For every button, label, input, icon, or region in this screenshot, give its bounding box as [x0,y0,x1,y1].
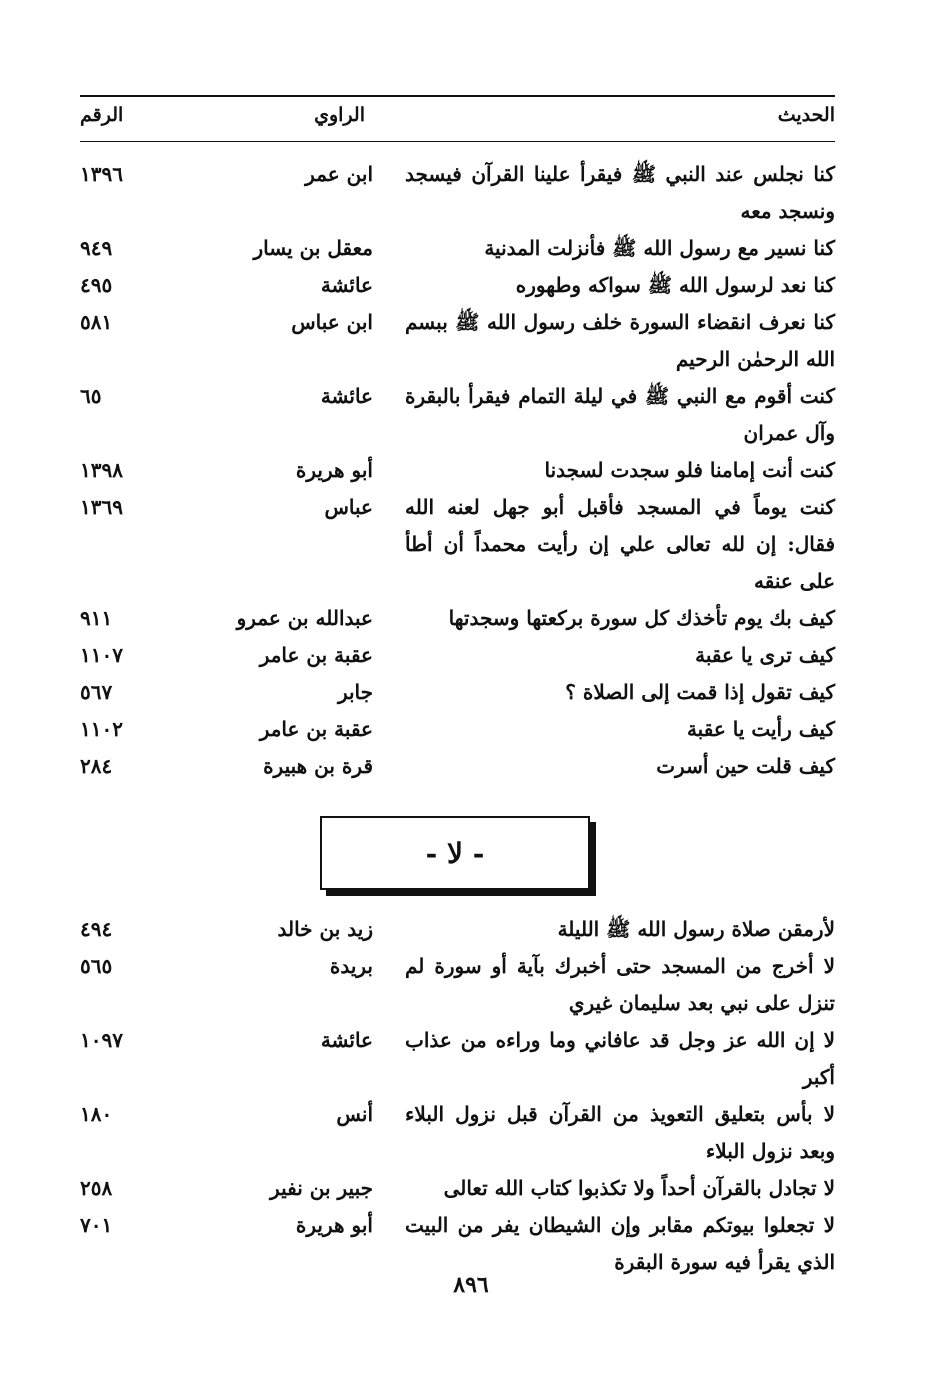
hadith-text: كيف رأيت يا عقبة [686,717,835,741]
table-row [80,1170,835,1207]
hadith-text: كنا نعرف انقضاء السورة خلف رسول الله ﷺ ببسم الله الرحمٰن الرحيم [405,310,835,371]
table-row [80,600,835,637]
table-row [80,1207,835,1281]
hadith-number: ١٣٩٨ [80,458,123,482]
hadith-text: لا تجعلوا بيوتكم مقابر وإن الشيطان يفر من البيت الذي يقرأ فيه سورة البقرة [405,1213,835,1274]
rawi-name: أنس [336,1102,373,1126]
hadith-number: ١٣٩٦ [80,162,123,186]
hadith-number: ٦٥ [80,384,102,408]
header-hadith-label: الحديث [777,104,835,126]
rawi-name: عقبة بن عامر [259,643,373,667]
hadith-text: لا أخرج من المسجد حتى أخبرك بآية أو سورة لم تنزل على نبي بعد سليمان غيري [405,954,835,1015]
rawi-name: عائشة [320,384,373,408]
table-row [80,267,835,304]
rawi-name: قرة بن هبيرة [263,754,373,778]
hadith-number: ٢٨٤ [80,754,113,778]
rawi-name: عائشة [320,1028,373,1052]
rawi-name: عقبة بن عامر [259,717,373,741]
hadith-text: كيف ترى يا عقبة [695,643,835,667]
hadith-text: كيف تقول إذا قمت إلى الصلاة ؟ [565,680,835,704]
hadith-text: لا إن الله عز وجل قد عافاني وما وراءه من عذاب أكبر [405,1028,835,1089]
hadith-text: كيف بك يوم تأخذك كل سورة بركعتها وسجدتها [448,606,835,630]
table-row [80,230,835,267]
hadith-text: لا تجادل بالقرآن أحداً ولا تكذبوا كتاب الله تعالى [443,1176,835,1200]
hadith-number: ٧٠١ [80,1213,113,1237]
header-number-label: الرقم [80,104,124,126]
section-heading: - لا - [425,836,485,870]
hadith-text: كنا نعد لرسول الله ﷺ سواكه وطهوره [515,273,835,297]
hadith-list-kaf [80,156,835,785]
rawi-name: عائشة [320,273,373,297]
header-rawi-label: الراوي [314,104,365,126]
hadith-text: كنت أنت إمامنا فلو سجدت لسجدنا [544,458,835,482]
hadith-number: ٩٤٩ [80,236,113,260]
hadith-number: ٥٨١ [80,310,113,334]
rawi-name: ابن عباس [291,310,373,334]
rawi-name: أبو هريرة [295,1213,373,1237]
hadith-number: ١١٠٢ [80,717,123,741]
section-heading-box [320,816,590,890]
hadith-list-lam [80,911,835,1281]
table-row [80,489,835,600]
hadith-number: ١٨٠ [80,1102,113,1126]
table-row [80,674,835,711]
rawi-name: معقل بن يسار [253,236,373,260]
hadith-number: ٩١١ [80,606,113,630]
hadith-number: ٤٩٥ [80,273,113,297]
hadith-number: ٥٦٥ [80,954,113,978]
header-top-rule [80,95,835,97]
table-row [80,1096,835,1170]
table-row [80,1022,835,1096]
table-row [80,156,835,230]
hadith-text: كنت يوماً في المسجد فأقبل أبو جهل لعنه الله فقال: إن لله تعالى علي إن رأيت محمداً أن أطأ على عنقه [405,495,835,593]
table-row [80,637,835,674]
hadith-number: ١٠٩٧ [80,1028,123,1052]
header-bottom-rule [80,141,835,142]
page-number: ٨٩٦ [453,1272,489,1298]
table-row [80,304,835,378]
rawi-name: جابر [337,680,373,704]
table-row [80,452,835,489]
hadith-text: كنا نجلس عند النبي ﷺ فيقرأ علينا القرآن فيسجد ونسجد معه [405,162,835,223]
hadith-text: لا بأس بتعليق التعويذ من القرآن قبل نزول البلاء وبعد نزول البلاء [405,1102,835,1163]
hadith-number: ١٣٦٩ [80,495,123,519]
hadith-number: ٤٩٤ [80,917,113,941]
table-header [80,100,835,136]
hadith-number: ٢٥٨ [80,1176,113,1200]
hadith-number: ٥٦٧ [80,680,113,704]
rawi-name: ابن عمر [305,162,373,186]
rawi-name: أبو هريرة [295,458,373,482]
table-row [80,711,835,748]
table-row [80,911,835,948]
hadith-text: لأرمقن صلاة رسول الله ﷺ الليلة [557,917,835,941]
table-row [80,378,835,452]
hadith-text: كنا نسير مع رسول الله ﷺ فأنزلت المدنية [484,236,835,260]
rawi-name: عباس [324,495,373,519]
rawi-name: جبير بن نفير [270,1176,373,1200]
hadith-number: ١١٠٧ [80,643,123,667]
hadith-text: كيف قلت حين أسرت [656,754,835,778]
rawi-name: بريدة [329,954,373,978]
table-row [80,948,835,1022]
table-row [80,748,835,785]
rawi-name: عبدالله بن عمرو [236,606,373,630]
hadith-text: كنت أقوم مع النبي ﷺ في ليلة التمام فيقرأ بالبقرة وآل عمران [405,384,835,445]
rawi-name: زيد بن خالد [277,917,373,941]
